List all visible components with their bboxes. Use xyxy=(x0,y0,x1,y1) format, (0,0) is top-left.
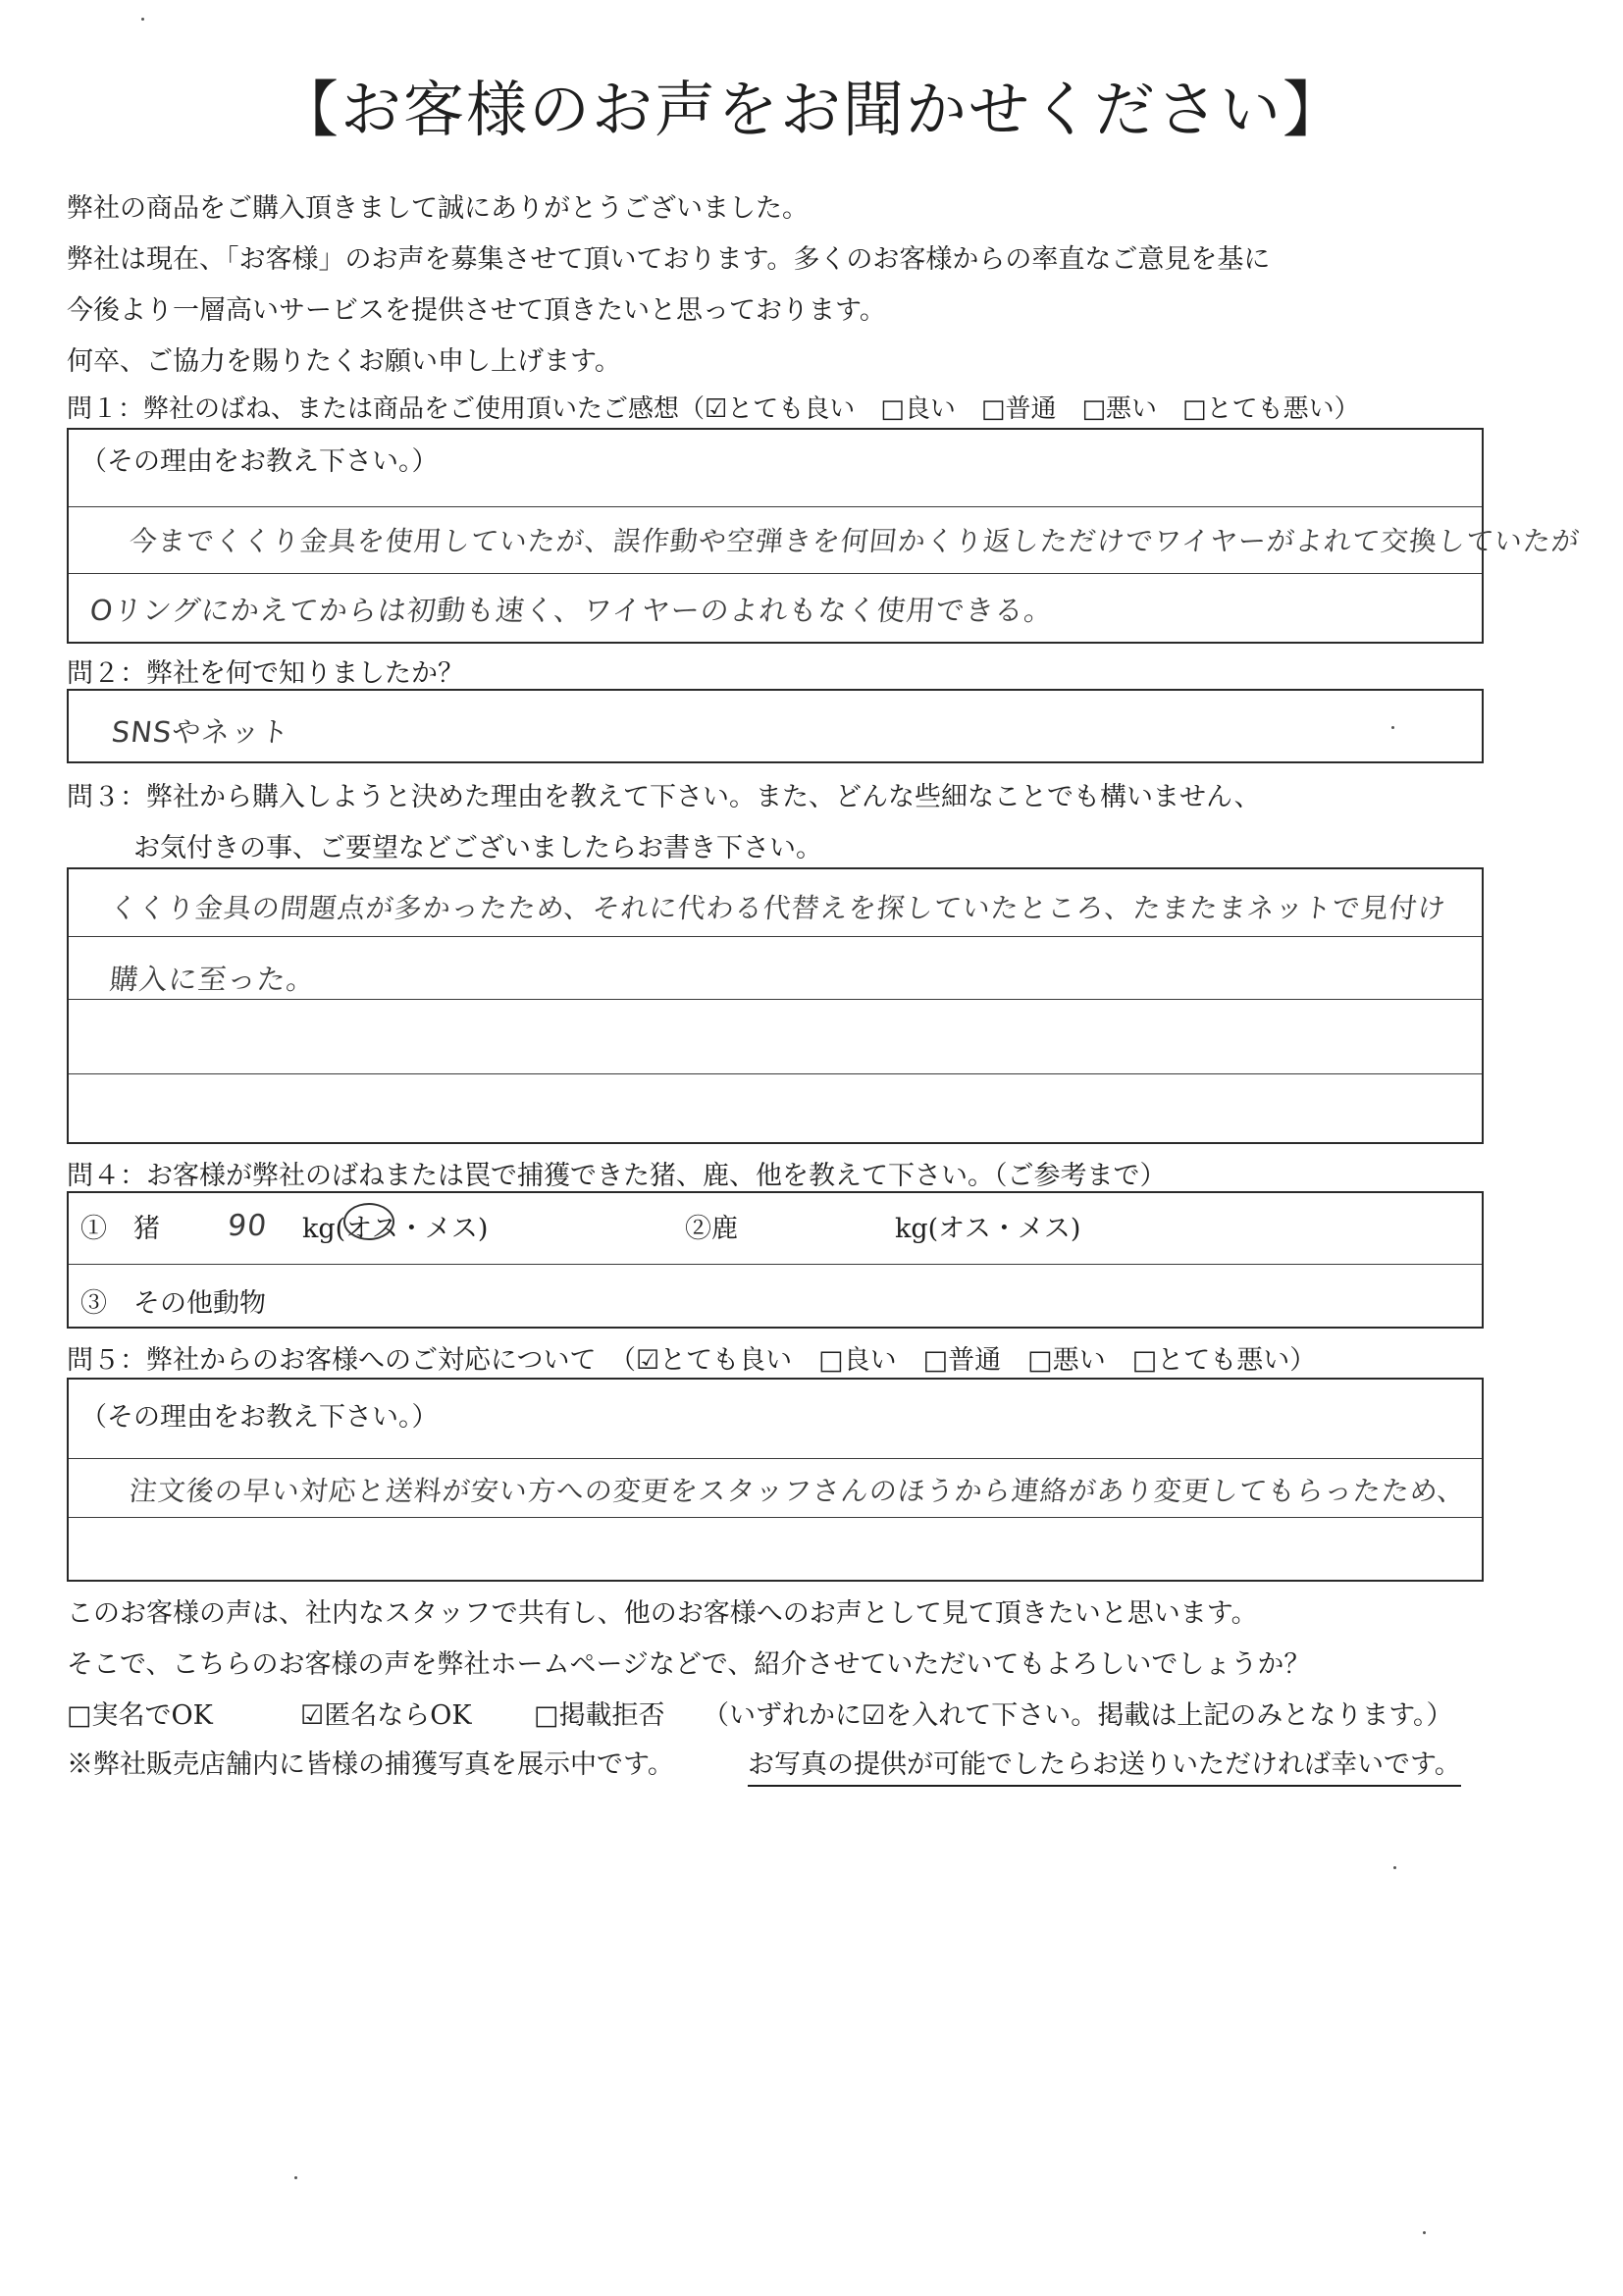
q5-answer-box[interactable] xyxy=(67,1378,1484,1582)
q4-male-circle-mark xyxy=(343,1203,394,1240)
scan-speck xyxy=(1423,2231,1426,2234)
q5-rule-1 xyxy=(69,1458,1482,1459)
q3-answer-line-2: 購入に至った。 xyxy=(108,963,318,996)
footer-option-decline[interactable]: □掲載拒否 xyxy=(534,1700,665,1731)
footer-line-1: このお客様の声は、社内なスタッフで共有し、他のお客様へのお声として見て頂きたいと思います。 xyxy=(67,1598,1258,1629)
page-title: 【お客様のお声をお聞かせください】 xyxy=(277,74,1345,145)
q1-reason-label: （その理由をお教え下さい。） xyxy=(80,446,439,477)
q3-rule-1 xyxy=(69,936,1482,937)
q3-answer-line-1: くくり金具の問題点が多かったため、それに代わる代替えを探していたところ、たまたまネットで見付け xyxy=(108,892,1448,924)
q4-rule-1 xyxy=(69,1264,1482,1265)
intro-line-2: 弊社は現在、「お客様」のお声を募集させて頂いております。多くのお客様からの率直なご意見を基に xyxy=(67,244,1271,275)
footer-option-real-name[interactable]: □実名でOK xyxy=(67,1700,213,1731)
scan-speck xyxy=(294,2176,297,2179)
scan-speck xyxy=(141,18,144,21)
q2-answer: SNSやネット xyxy=(110,715,292,749)
q2-question: 問２：弊社を何で知りましたか？ xyxy=(67,658,464,689)
q1-question: 問１：弊社のばね、または商品をご使用頂いたご感想（☑とても良い □良い □普通 □悪い □とても悪い） xyxy=(67,394,1360,424)
q4-answer-box[interactable] xyxy=(67,1191,1484,1329)
q5-reason-label: （その理由をお教え下さい。） xyxy=(80,1402,439,1433)
q1-rule-1 xyxy=(69,506,1482,507)
q5-rule-2 xyxy=(69,1517,1482,1518)
q1-answer-line-1: 今までくくり金具を使用していたが、誤作動や空弾きを何回かくり返しただけでワイヤーがよれて交換していたが xyxy=(128,525,1582,557)
q4-boar-weight: 90 xyxy=(226,1209,270,1243)
q4-boar-unit: kg(オス・メス) xyxy=(302,1214,489,1244)
intro-line-1: 弊社の商品をご購入頂きまして誠にありがとうございました。 xyxy=(67,193,809,224)
q1-answer-line-2: Oリングにかえてからは初動も速く、ワイヤーのよれもなく使用できる。 xyxy=(88,594,1056,627)
footer-option-anonymous[interactable]: ☑匿名ならOK xyxy=(300,1700,472,1731)
intro-line-4: 何卒、ご協力を賜りたくお願い申し上げます。 xyxy=(67,346,621,377)
footer-photo-note: ※弊社販売店舗内に皆様の捕獲写真を展示中です。 xyxy=(67,1749,674,1780)
q2-answer-box[interactable] xyxy=(67,689,1484,763)
q5-answer: 注文後の早い対応と送料が安い方への変更をスタッフさんのほうから連絡があり変更してもらったため、 xyxy=(128,1475,1468,1507)
q4-deer-unit: kg(オス・メス) xyxy=(895,1214,1081,1244)
scan-speck xyxy=(1393,1866,1396,1869)
intro-line-3: 今後より一層高いサービスを提供させて頂きたいと思っております。 xyxy=(67,295,886,326)
scan-speck xyxy=(1391,726,1394,729)
q1-rule-2 xyxy=(69,573,1482,574)
footer-line-2: そこで、こちらのお客様の声を弊社ホームページなどで、紹介させていただいてもよろしいでしょうか？ xyxy=(67,1649,1311,1680)
footer-photo-request: お写真の提供が可能でしたらお送りいただければ幸いです。 xyxy=(748,1743,1461,1787)
q4-question: 問４：お客様が弊社のばねまたは罠で捕獲できた猪、鹿、他を教えて下さい。（ご参考まで） xyxy=(67,1161,1167,1191)
q1-answer-box[interactable] xyxy=(67,428,1582,644)
q3-answer-box[interactable] xyxy=(67,867,1484,1144)
q3-rule-2 xyxy=(69,999,1482,1000)
q3-question-line-2: お気付きの事、ご要望などございましたらお書き下さい。 xyxy=(133,833,822,863)
footer-option-note: （いずれかに☑を入れて下さい。掲載は上記のみとなります。） xyxy=(703,1700,1453,1731)
q4-deer-label: ②鹿 xyxy=(685,1214,738,1244)
q4-boar-label: ① 猪 xyxy=(80,1214,160,1244)
q5-question: 問５：弊社からのお客様へのご対応について （☑とても良い □良い □普通 □悪い □とても悪い） xyxy=(67,1345,1317,1376)
q4-other-label: ③ その他動物 xyxy=(80,1288,266,1319)
q3-rule-3 xyxy=(69,1073,1482,1074)
q3-question-line-1: 問３：弊社から購入しようと決めた理由を教えて下さい。また、どんな些細なことでも構いません、 xyxy=(67,782,1261,812)
